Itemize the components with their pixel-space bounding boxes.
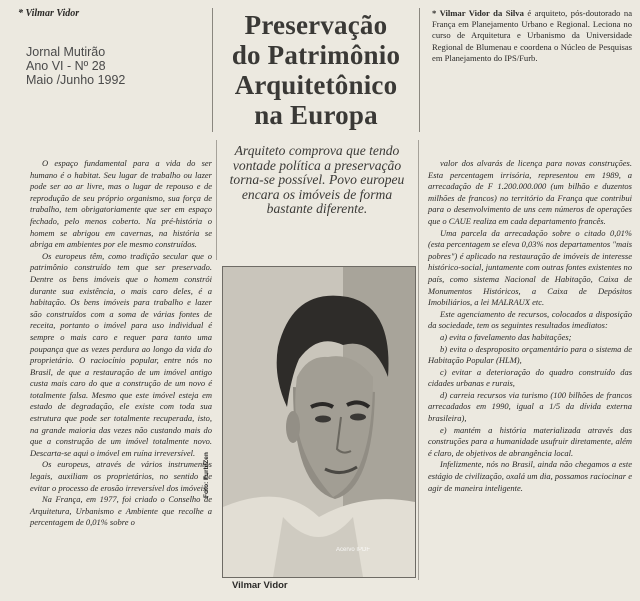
photo-credit: Foto: Furb/Zen bbox=[203, 452, 210, 498]
author-note bbox=[432, 8, 632, 64]
list-item: d) carreia recursos via turismo (100 bilhões de francos arrecadados em 1990, igual a 1/5 da dívida externa brasileira), bbox=[428, 389, 632, 424]
article-column-3 bbox=[428, 158, 632, 494]
publication-name: Jornal Mutirão bbox=[26, 45, 106, 59]
watermark: Acervo IPDF bbox=[336, 547, 371, 553]
list-item: e) mantém a história materializada através das construções para a humanidade usufruir diretamente, além é claro, de objetivos de abrangência local. bbox=[428, 424, 632, 458]
paragraph: Os europeus têm, como tradição secular que o patrimônio construído tem que ser preservado. Dentre os bens imóveis que o homem constrói durante sua existência, o mais caro deles, é a habitação. Os bens imóveis para trabalho e lazer são construídos com a soma de várias fontes de receita, portanto o imóvel para uso individual é sempre o mais caro e requer para tanto uma poupança que as vezes perdura ao longo da vida do proprietário. O raciocínio popular, entre nós no Brasil, de que a restauração de um imóvel antigo custa mais caro do que a construção de um novo é totalmente falsa. Mesmo que este imóvel esteja em estado de degradação, ele existe com toda sua estrutura que pode ser totalmente recuperada, isto, na grande maioria das vezes não custando mais do que a construção de um imóvel totalmente novo. Descarta-se aqui o imóvel em ruína irreversível. bbox=[30, 250, 212, 458]
author-bio: é arquiteto, pós-doutorado na França em Planejamento Urbano e Regional. Leciona no curso de Arquitetura e Urbanismo da Universidade Regional de Blumenau e coordena o Núcleo de Pesquisas em Planejamento do IPS/Furb. bbox=[432, 8, 633, 63]
publication-issue: Ano VI - Nº 28 bbox=[26, 59, 106, 73]
list-item: a) evita o favelamento das habitações; bbox=[440, 331, 572, 342]
byline: * Vilmar Vidor bbox=[18, 8, 80, 19]
column-rule bbox=[216, 140, 217, 260]
paragraph: Infelizmente, nós no Brasil, ainda não chegamos a este estágio de civilização, oxalá um dia, possamos raciocinar e agir de maneira inteligente. bbox=[428, 459, 632, 493]
headline-line: Arquitetônico bbox=[234, 70, 398, 100]
headline-box bbox=[212, 8, 420, 132]
headline-line: Preservação bbox=[244, 10, 388, 40]
headline-line: na Europa bbox=[254, 100, 378, 130]
publication-info bbox=[26, 45, 125, 87]
paragraph: Este agenciamento de recursos, colocados a disposição da sociedade, tem os seguintes resultados imediatos: bbox=[428, 308, 632, 331]
paragraph: Na França, em 1977, foi criado o Conselho de Arquitetura, Urbanismo e Ambiente que recolhe a percentagem de 0,01% sobre o bbox=[30, 494, 212, 528]
author-photo bbox=[222, 266, 416, 578]
paragraph: valor dos alvarás de licença para novas construções. Esta percentagem irrisória, representou em 1989, a arrecadação de F 1.200.000.000 (um bilhão e duzentos milhões de francos) no território da França que contribui para o desenvolvimento de uns cem números de operações que o CAUE realiza em cada departamento francês. bbox=[428, 158, 632, 226]
paragraph: Uma parcela da arrecadação sobre o citado 0,01% (esta percentagem se eleva 0,03% nos departamentos "mais pobres") é aplicado na restauração de imóveis de interesse histórico-social, juntamente com outras fontes existentes no país, como sistema Nacional de Habitação, Caixa de Monumentos Históricos, a Caixa de Depósitos Imobiliários, a lei MALRAUX etc. bbox=[428, 227, 632, 308]
list-item: c) evitar a deterioração do quadro construído das cidades urbanas e rurais, bbox=[428, 366, 632, 389]
article-column-1 bbox=[30, 158, 212, 529]
photo-caption: Vilmar Vidor bbox=[232, 580, 288, 591]
deck-subheadline: Arquiteto comprova que tendo vontade política a preservação torna-se possível. Povo europeu encara os imóveis de forma bastante diferente. bbox=[229, 143, 405, 217]
column-rule bbox=[418, 140, 419, 580]
headline-line: do Patrimônio bbox=[231, 40, 401, 70]
list-item: b) evita o desproposito orçamentário para o sistema de Habitação Popular (HLM), bbox=[428, 343, 632, 366]
paragraph: Os europeus, através de vários instrumentos legais, auxiliam os proprietários, no sentido de evitar o processo de erosão irreversível dos imóveis. bbox=[30, 459, 212, 493]
headline bbox=[213, 8, 419, 130]
portrait-image bbox=[223, 267, 415, 577]
author-name: * Vilmar Vidor da Silva bbox=[432, 8, 524, 18]
paragraph: O espaço fundamental para a vida do ser humano é o habitat. Seu lugar de trabalho ou lazer pode ser ao ar livre, mas o lugar de repouso e de reprodução de seu próprio organismo, sua força de trabalho, tem obrigatoriamente que ser em espaço fechado, pelo menos coberto. Na pré-história o homem se abrigou em cavernas, na história se abriga em ambientes por ele mesmo construídos. bbox=[30, 158, 212, 250]
publication-date: Maio /Junho 1992 bbox=[26, 73, 126, 87]
